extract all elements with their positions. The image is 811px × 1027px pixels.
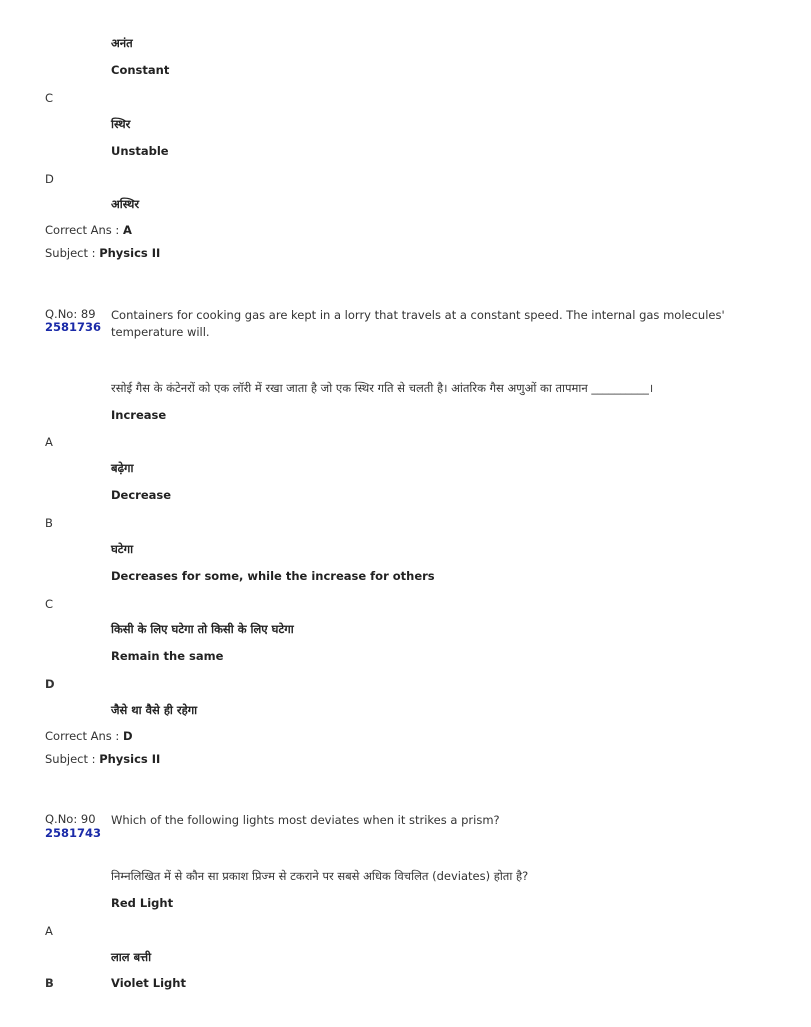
option-c-english: Constant xyxy=(111,63,170,77)
option-a-english: Red Light xyxy=(111,896,174,910)
correct-answer-value: A xyxy=(122,223,132,237)
option-a-english: Increase xyxy=(111,408,167,422)
option-c-english: Decreases for some, while the increase for others xyxy=(111,569,435,583)
option-b-english: Decrease xyxy=(111,488,172,502)
question-number: Q.No: 90 xyxy=(45,812,96,826)
option-letter-b: B xyxy=(45,976,54,990)
subject-label: Subject : xyxy=(45,752,96,766)
question-text-hindi: निम्नलिखित में से कौन सा प्रकाश प्रिज्म से टकराने पर सबसे अधिक विचलित (deviates) होता है? xyxy=(111,869,529,883)
option-letter-c: C xyxy=(45,91,54,105)
correct-answer-value: D xyxy=(122,729,133,743)
option-d-hindi: अस्थिर xyxy=(111,197,140,211)
question-id: 2581743 xyxy=(45,826,102,840)
option-letter-a: A xyxy=(45,924,53,938)
option-letter-d: D xyxy=(45,677,55,691)
option-d-english: Remain the same xyxy=(111,649,224,663)
subject xyxy=(45,752,160,766)
subject-value: Physics II xyxy=(99,246,161,260)
correct-answer-label: Correct Ans : xyxy=(45,223,120,237)
subject xyxy=(45,246,160,260)
option-b-hindi: अनंत xyxy=(111,36,133,50)
question-number: Q.No: 89 xyxy=(45,307,96,321)
question-text-hindi: रसोई गैस के कंटेनरों को एक लॉरी में रखा जाता है जो एक स्थिर गति से चलती है। आंतरिक गैस अणुओं का तापमान __________। xyxy=(111,381,654,395)
option-letter-a: A xyxy=(45,435,53,449)
question-text-english: Which of the following lights most deviates when it strikes a prism? xyxy=(111,813,500,827)
option-letter-d: D xyxy=(45,172,54,186)
subject-value: Physics II xyxy=(99,752,161,766)
question-id: 2581736 xyxy=(45,320,102,334)
option-letter-c: C xyxy=(45,597,54,611)
correct-answer xyxy=(45,729,133,743)
option-a-hindi: लाल बत्ती xyxy=(111,950,152,964)
option-a-hindi: बढ़ेगा xyxy=(111,461,134,475)
option-b-english: Violet Light xyxy=(111,976,186,990)
option-c-hindi: स्थिर xyxy=(111,117,131,131)
correct-answer xyxy=(45,223,132,237)
option-d-hindi: जैसे था वैसे ही रहेगा xyxy=(111,703,198,717)
question-text-english: Containers for cooking gas are kept in a lorry that travels at a constant speed. The internal gas molecules' temperature will. xyxy=(111,308,725,339)
subject-label: Subject : xyxy=(45,246,96,260)
option-c-hindi: किसी के लिए घटेगा तो किसी के लिए घटेगा xyxy=(111,622,294,636)
option-letter-b: B xyxy=(45,516,53,530)
correct-answer-label: Correct Ans : xyxy=(45,729,120,743)
option-b-hindi: घटेगा xyxy=(111,542,134,556)
option-d-english: Unstable xyxy=(111,144,169,158)
